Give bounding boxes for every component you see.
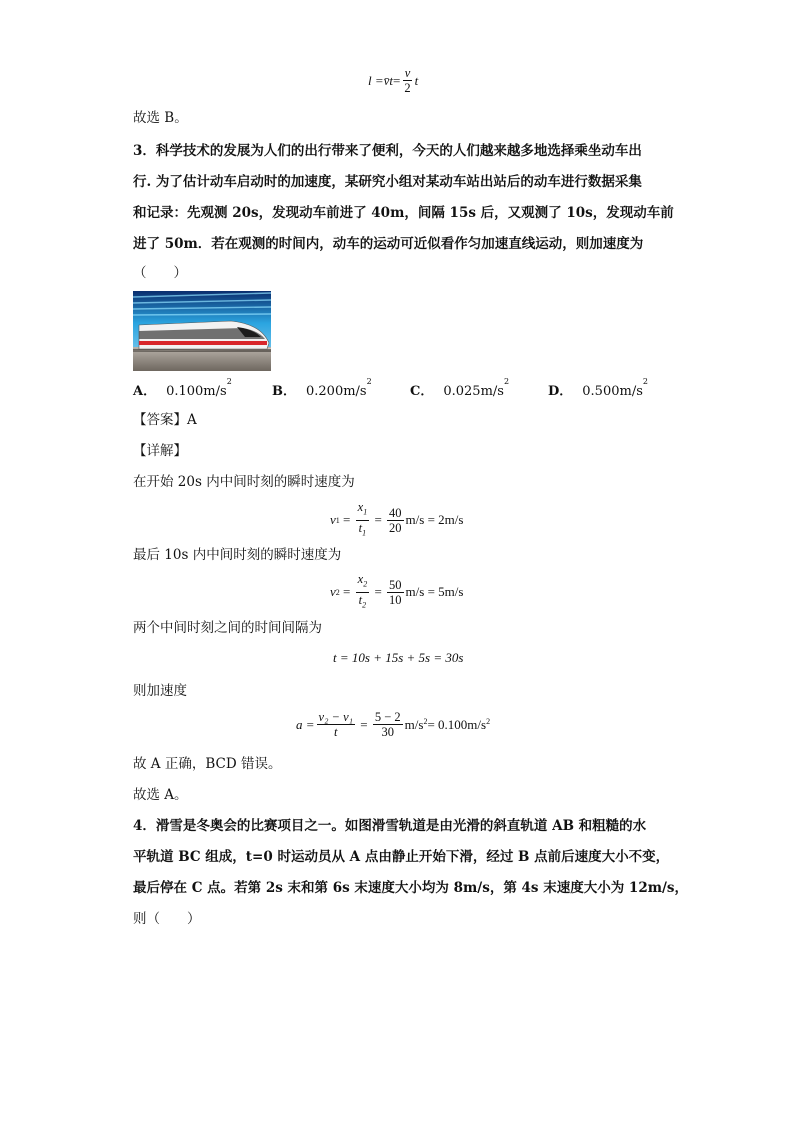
detail-line-1: 在开始 20s 内中间时刻的瞬时速度为 [133, 474, 355, 490]
option-c-sup: 2 [503, 377, 510, 386]
frac-denominator: $t_2$ [358, 592, 367, 609]
q3-line-2: 行. 为了估计动车启动时的加速度，某研究小组对某动车站出站后的动车进行数据采集 [133, 174, 642, 190]
v2-frac-2 [387, 578, 404, 607]
formula-t [333, 650, 463, 666]
frac-denominator: 2 [404, 81, 411, 95]
option-c-value: 0.025m/s [443, 384, 504, 399]
frac-denominator: t [334, 725, 338, 739]
a-result-sup: 2 [486, 717, 491, 726]
a-symbol: a = [296, 716, 315, 732]
a-frac-2 [373, 710, 403, 739]
q3-line-3: 和记录：先观测 20s，发现动车前进了 40m，间隔 15s 后，又观测了 10s，发现动车前 [133, 205, 674, 221]
option-d-value: 0.500m/s [582, 384, 643, 399]
option-b-value: 0.200m/s [306, 384, 367, 399]
frac-numerator: $x_2$ [356, 572, 370, 593]
frac-numerator: 5 − 2 [374, 710, 401, 724]
v2-symbol: v [330, 584, 336, 599]
v1-result: m/s = 2m/s [405, 512, 464, 527]
v2-result: m/s = 5m/s [405, 584, 464, 599]
formula-l [368, 66, 418, 95]
formula-v2: v 2 = $\frac{x_2}{t_2}$ = $\frac{50}{10}$ m/s = 5m/s [330, 572, 463, 612]
v2-frac-1 [356, 572, 370, 612]
formula-a: a = $\frac{\text{v₂ − v₁}}{t}$ = $\frac{5 - 2}{30}$ m/s $^2$ = 0.100m/s $^2$ [296, 710, 491, 739]
frac-denominator: 20 [389, 520, 402, 535]
answer-label: 【答案】A [133, 412, 197, 428]
formula-l-eq: = [393, 72, 401, 88]
v1-sub: 1 [335, 515, 340, 525]
q3-paren: （ ） [133, 265, 187, 281]
a-unit-sup: 2 [423, 717, 428, 726]
a-result: = 0.100m/s [427, 716, 487, 732]
v2-sub: 2 [335, 587, 340, 597]
frac-denominator: 10 [389, 592, 402, 607]
a-unit: m/s [404, 716, 424, 732]
option-d [548, 377, 648, 399]
train-photo [133, 291, 271, 371]
option-d-letter: D． [548, 384, 573, 399]
option-b-sup: 2 [366, 377, 372, 386]
detail-line-5: 故 A 正确，BCD 错误。 [133, 756, 282, 772]
v1-frac-1 [356, 500, 370, 540]
formula-v1: v 1 = $\frac{x_1}{t_1}$ = $\frac{40}{20}$ m/s = 2m/s [330, 500, 463, 540]
frac-numerator: $x_1$ [356, 500, 370, 521]
formula-l-vbar: v̄t [383, 72, 394, 88]
v1-symbol: v [330, 512, 336, 527]
v1-frac-2 [387, 506, 404, 535]
q3-line-1: 3．科学技术的发展为人们的出行带来了便利，今天的人们越来越多地选择乘坐动车出 [133, 143, 642, 159]
option-c-letter: C． [410, 384, 434, 399]
frac-numerator: v [404, 66, 411, 80]
option-a-sup: 2 [226, 377, 232, 386]
frac-numerator: 50 [389, 577, 402, 592]
detail-line-4: 则加速度 [133, 683, 187, 699]
detail-line-3: 两个中间时刻之间的时间间隔为 [133, 620, 322, 636]
q3-line-4: 进了 50m．若在观测的时间内，动车的运动可近似看作匀加速直线运动，则加速度为 [133, 236, 644, 252]
q4-line-2: 平轨道 BC 组成，t=0 时运动员从 A 点由静止开始下滑，经过 B 点前后速度大小不变， [133, 849, 670, 865]
q4-line-4: 则（ ） [133, 911, 201, 927]
formula-l-frac [402, 66, 412, 95]
option-a-value: 0.100m/s [166, 384, 227, 399]
option-a [133, 377, 232, 399]
frac-denominator: $t_1$ [358, 520, 367, 537]
option-b-letter: B． [272, 384, 296, 399]
detail-line-2: 最后 10s 内中间时刻的瞬时速度为 [133, 547, 342, 563]
choose-a-text: 故选 A。 [133, 787, 188, 803]
detail-label: 【详解】 [133, 443, 187, 459]
frac-denominator: 30 [381, 725, 395, 739]
frac-numerator: v₂ − v₁ [318, 710, 354, 724]
option-b [272, 377, 372, 399]
t-equation: t = 10s + 15s + 5s = 30s [333, 650, 464, 665]
formula-l-tail: t [414, 72, 419, 88]
choose-b-text: 故选 B。 [133, 110, 188, 126]
option-d-sup: 2 [642, 377, 648, 386]
option-a-letter: A． [133, 384, 157, 399]
option-c [410, 377, 510, 399]
q4-line-1: 4．滑雪是冬奥会的比赛项目之一。如图滑雪轨道是由光滑的斜直轨道 AB 和粗糙的水 [133, 818, 647, 834]
formula-l-lhs: l = [368, 72, 384, 88]
q4-line-3: 最后停在 C 点。若第 2s 末和第 6s 末速度大小均为 8m/s，第 4s 末速度大小为 12m/s， [133, 880, 689, 896]
frac-numerator: 40 [389, 505, 402, 520]
a-frac-1 [317, 710, 355, 739]
